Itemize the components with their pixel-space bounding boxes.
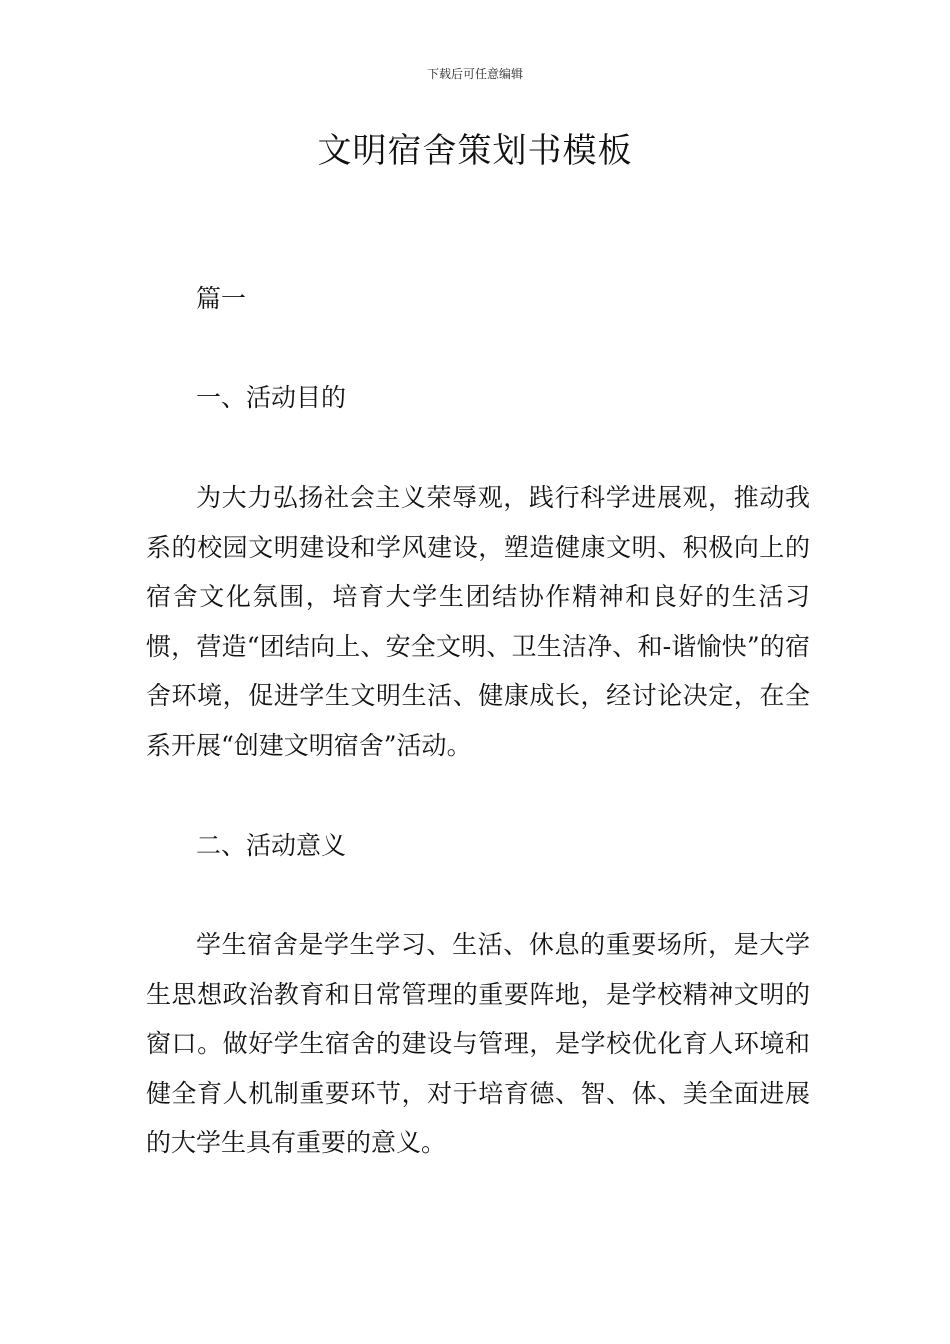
header-note: 下载后可任意编辑 bbox=[426, 67, 523, 81]
document-title: 文明宿舍策划书模板 bbox=[317, 131, 633, 171]
section-heading-purpose: 一、活动目的 bbox=[196, 383, 347, 412]
part-label: 篇一 bbox=[196, 284, 247, 313]
section-body-significance: 学生宿舍是学生学习、生活、休息的重要场所，是大学生思想政治教育和日常管理的重要阵地，是学校精神文明的窗口。做好学生宿舍的建设与管理，是学校优化育人环境和健全育人机制重要环节，对于培育德、智、体、美全面进展的大学生具有重要的意义。 bbox=[146, 930, 810, 1157]
section-heading-significance: 二、活动意义 bbox=[196, 831, 347, 860]
section-body-purpose: 为大力弘扬社会主义荣辱观，践行科学进展观，推动我系的校园文明建设和学风建设，塑造健康文明、积极向上的宿舍文化氛围，培育大学生团结协作精神和良好的生活习惯，营造“团结向上、安全文明、卫生洁净、和-谐愉快”的宿舍环境，促进学生文明生活、健康成长，经讨论决定，在全系开展“创建文明宿舍”活动。 bbox=[146, 483, 810, 760]
